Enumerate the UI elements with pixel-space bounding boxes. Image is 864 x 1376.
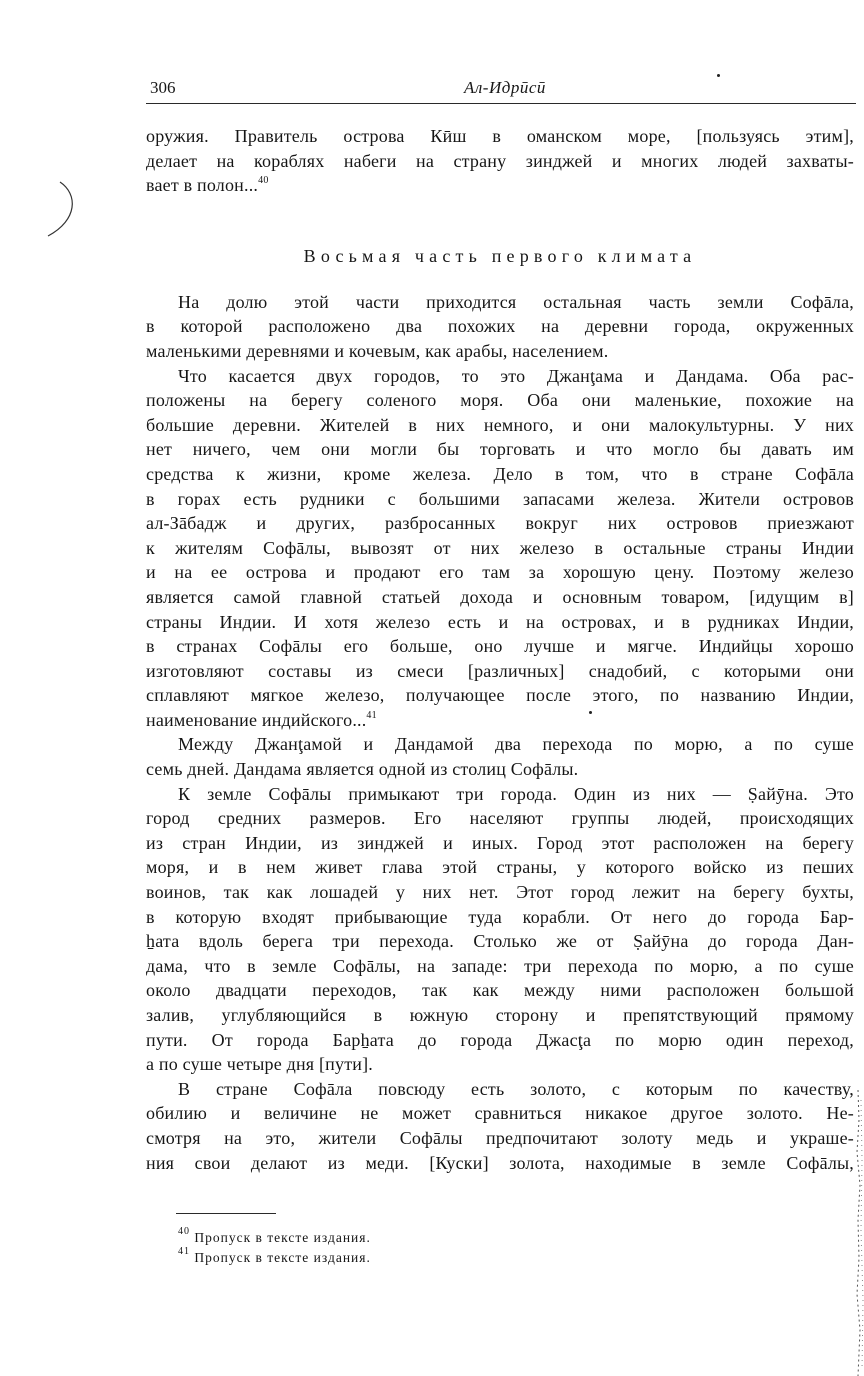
text-line: ния свои делают из меди. [Куски] золота, находимые в земле Софāлы, xyxy=(146,1152,854,1173)
text-line: средства к жизни, кроме железа. Дело в том, что в стране Софāла xyxy=(146,463,854,484)
page-number: 306 xyxy=(150,78,176,97)
text-line: Между Джанţамой и Дандамой два перехода по морю, а по суше xyxy=(178,734,854,755)
text-line: в странах Софāлы его больше, оно лучше и мягче. Индийцы хорошо xyxy=(146,636,854,657)
paragraph xyxy=(146,1077,854,1175)
text-line: моря, и в нем живет глава этой страны, у которого войско из пеших xyxy=(146,857,854,878)
text-line: изготовляют составы из смеси [различных] снадобий, с которыми они xyxy=(146,660,854,681)
text-line: сплавляют мягкое железо, получающее после этого, по названию Индии, xyxy=(146,685,854,706)
intro-paragraph xyxy=(146,124,854,198)
text-line: смотря на это, жители Софāлы предпочитают золоту медь и украше- xyxy=(146,1127,854,1148)
text-line: К земле Софāлы примыкают три города. Один из них — Ṣайӯна. Это xyxy=(178,783,854,804)
text-line: дама, что в земле Софāлы, на западе: три перехода по морю, а по суше xyxy=(146,955,854,976)
text-line: в горах есть рудники с большими запасами железа. Жители островов xyxy=(146,488,854,509)
section-heading: Восьмая часть первого климата xyxy=(303,245,697,266)
footnote: $^{41}$ Пропуск в тексте издания. xyxy=(178,1246,371,1265)
text-line: страны Индии. И хотя железо есть и на островах, и в рудниках Индии, xyxy=(146,611,854,632)
text-line: ẖата вдоль берега три перехода. Столько же от Ṣайӯна до города Дан- xyxy=(146,931,854,952)
text-line: в которой расположено два похожих на деревни города, окруженных xyxy=(146,316,854,337)
text-line: ал-Зāбадж и других, разбросанных вокруг них островов приезжают xyxy=(146,513,854,534)
scan-speck xyxy=(717,74,720,77)
text-line: положены на берегу соленого моря. Оба они маленькие, похожие на xyxy=(146,390,854,411)
footnote-ref: 40 xyxy=(258,175,269,187)
text-line: наименование индийского...$^{41}$ xyxy=(146,709,377,730)
text-line: а по суше четыре дня [пути]. xyxy=(146,1054,374,1075)
footnotes xyxy=(178,1228,371,1268)
footnote-rule xyxy=(176,1213,276,1214)
text-line: около двадцати переходов, так как между ними расположен большой xyxy=(146,980,854,1001)
text-line: воинов, так как лошадей у них нет. Этот город лежит на берегу бухты, xyxy=(146,882,854,903)
paragraph xyxy=(146,364,854,733)
paragraph xyxy=(146,290,854,364)
text-line: вает в полон...$^{40}$ xyxy=(146,175,269,196)
text-line: оружия. Правитель острова Кӣш в оманском море, [пользуясь этим], xyxy=(146,126,854,146)
text-line: из стран Индии, из зинджей и иных. Город этот расположен на берегу xyxy=(146,832,854,853)
text-line: является самой главной статьей дохода и основным товаром, [идущим в] xyxy=(146,586,854,607)
text-line: Что касается двух городов, то это Джанţама и Дандама. Оба рас- xyxy=(178,365,854,386)
text-line: и на ее острова и продают его там за хорошую цену. Поэтому железо xyxy=(146,562,854,583)
header-rule xyxy=(146,103,856,104)
footnote-ref: 41 xyxy=(366,709,377,721)
page-header xyxy=(146,76,856,102)
text-line: в которую входят прибывающие туда корабли. От него до города Бар- xyxy=(146,906,854,927)
text-line: На долю этой части приходится остальная часть земли Софāла, xyxy=(178,291,854,312)
text-line: большие деревни. Жителей в них немного, и они малокультурны. У них xyxy=(146,414,854,435)
text-line: В стране Софāла повсюду есть золото, с которым по качеству, xyxy=(178,1078,854,1099)
body-text xyxy=(146,124,854,1175)
text-line: делает на кораблях набеги на страну зинджей и многих людей захваты- xyxy=(146,150,854,171)
text-line: пути. От города Барẖата до города Джасţа по морю один переход, xyxy=(146,1029,854,1050)
text-line: к жителям Софāлы, вывозят от них железо в остальные страны Индии xyxy=(146,537,854,558)
text-line: семь дней. Дандама является одной из столиц Софāлы. xyxy=(146,759,579,780)
paragraph xyxy=(146,732,854,781)
scan-edge-noise xyxy=(852,1090,864,1376)
scan-speck xyxy=(589,711,592,714)
text-line: обилию и величине не может сравниться никакое другое золото. Не- xyxy=(146,1103,854,1124)
paragraph xyxy=(146,782,854,1077)
text-line: город средних размеров. Его населяют группы людей, происходящих xyxy=(146,808,854,829)
text-line: залив, углубляющийся в южную сторону и препятствующий прямому xyxy=(146,1005,854,1025)
footnote: $^{40}$ Пропуск в тексте издания. xyxy=(178,1226,371,1245)
text-line: нет ничего, чем они могли бы торговать и что могло бы давать им xyxy=(146,439,854,460)
margin-bracket-mark xyxy=(34,180,80,240)
text-line: маленькими деревнями и кочевым, как арабы, населением. xyxy=(146,340,609,361)
running-title: Ал-Идрӣсӣ xyxy=(464,78,546,97)
